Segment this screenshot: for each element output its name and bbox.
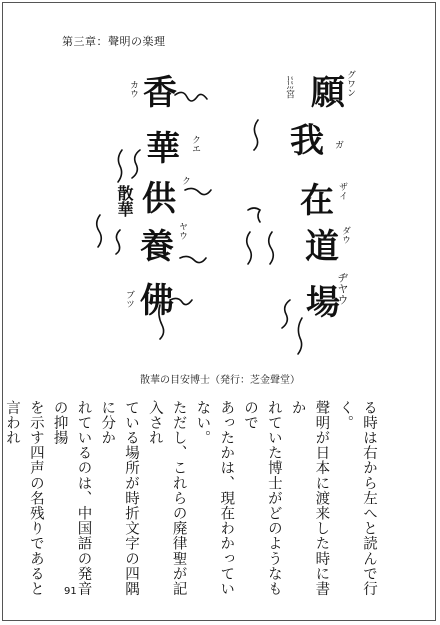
- score-reading-3: ク: [180, 176, 190, 185]
- score-reading-9: ダウ: [340, 226, 350, 244]
- score-reading-8: ザイ: [337, 182, 347, 200]
- score-char-6: 願: [311, 73, 345, 113]
- text-column: ただし、これらの廃律聖が記入され: [146, 400, 187, 597]
- score-reading-7: ガ: [333, 140, 343, 149]
- score-reading-6: グワン: [345, 70, 355, 97]
- text-column: を示す四声の名残りであると言われ: [4, 400, 44, 597]
- figure-caption: 散華の目安博士（発行：芝金聲堂）: [140, 375, 300, 386]
- body-text: [0, 400, 380, 600]
- text-column: れているのは、中国語の発音の抑揚: [51, 400, 92, 597]
- score-prefix: 散華: [115, 185, 134, 217]
- score-char-8: 在: [300, 181, 334, 221]
- score-marks-6: ﾆﾆﾐ宮: [284, 76, 294, 99]
- score-char-10: 場: [306, 283, 340, 323]
- score-reading-10: ヂヤウ: [336, 272, 349, 305]
- score-reading-1: カウ: [128, 80, 138, 98]
- score-char-7: 我: [290, 121, 324, 161]
- score-char-1: 香: [143, 73, 177, 113]
- score-char-3: 供: [142, 179, 176, 219]
- score-reading-2: クエ: [190, 135, 200, 153]
- score-char-5: 佛: [140, 281, 174, 321]
- text-column: あったかは、現在わかっていない。: [194, 400, 235, 597]
- text-column: る時は右から左へと読んで行く。: [337, 400, 377, 597]
- score-char-2: 華: [146, 129, 180, 169]
- text-column: ている場所が時折文字の四隅に分か: [99, 400, 140, 597]
- score-reading-4: ヤウ: [177, 222, 187, 240]
- score-char-9: 道: [305, 227, 339, 267]
- text-column: 聲明が日本に渡来した時に書か: [289, 400, 330, 597]
- score-reading-5: ブツ: [124, 290, 134, 308]
- chapter-header: 第三章：聲明の楽理: [62, 35, 166, 48]
- score-char-4: 養: [140, 227, 174, 267]
- text-column: れていた博士がどのようなもので: [242, 400, 282, 597]
- page-number: 91: [64, 586, 77, 597]
